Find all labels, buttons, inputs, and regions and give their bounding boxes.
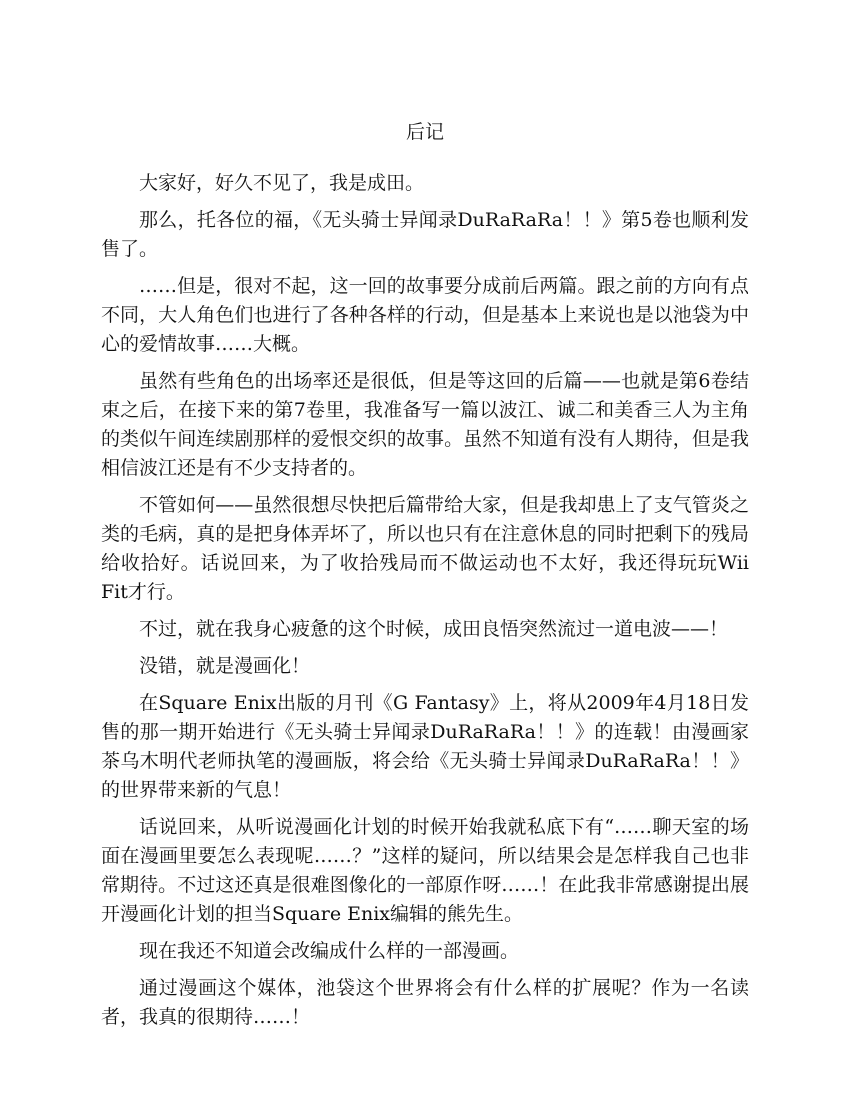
paragraph: 虽然有些角色的出场率还是很低，但是等这回的后篇——也就是第6卷结束之后，在接下来的第7卷里，我准备写一篇以波江、诚二和美香三人为主角的类似午间连续剧那样的爱恨交织的故事。虽然不知道有没有人期待，但是我相信波江还是有不少支持者的。 xyxy=(101,370,749,479)
paragraph: 现在我还不知道会改编成什么样的一部漫画。 xyxy=(139,940,520,962)
paragraph: 话说回来，从听说漫画化计划的时候开始我就私底下有“……聊天室的场面在漫画里要怎么表现呢……？”这样的疑问，所以结果会是怎样我自己也非常期待。不过这还真是很难图像化的一部原作呀……！在此我非常感谢提出展开漫画化计划的担当Square Enix编辑的熊先生。 xyxy=(101,816,749,925)
paragraph: ……但是，很对不起，这一回的故事要分成前后两篇。跟之前的方向有点不同，大人角色们也进行了各种各样的行动，但是基本上来说也是以池袋为中心的爱情故事……大概。 xyxy=(101,275,749,355)
page-title: 后记 xyxy=(405,121,444,143)
paragraph: 不过，就在我身心疲惫的这个时候，成田良悟突然流过一道电波——！ xyxy=(139,618,729,640)
page-content xyxy=(101,118,749,1040)
paragraph: 那么，托各位的福，《无头骑士异闻录DuRaRaRa！！》第5卷也顺利发售了。 xyxy=(101,209,749,260)
paragraph: 大家好，好久不见了，我是成田。 xyxy=(139,172,425,194)
paragraph: 通过漫画这个媒体，池袋这个世界将会有什么样的扩展呢？作为一名读者，我真的很期待……！ xyxy=(101,977,749,1028)
paragraph: 不管如何——虽然很想尽快把后篇带给大家，但是我却患上了支气管炎之类的毛病，真的是把身体弄坏了，所以也只有在注意休息的同时把剩下的残局给收拾好。话说回来，为了收拾残局而不做运动也不太好，我还得玩玩Wii Fit才行。 xyxy=(101,494,749,603)
paragraph: 没错，就是漫画化！ xyxy=(139,655,311,677)
paragraph: 在Square Enix出版的月刊《G Fantasy》上，将从2009年4月18日发售的那一期开始进行《无头骑士异闻录DuRaRaRa！！》的连载！由漫画家茶乌木明代老师执笔的漫画版，将会给《无头骑士异闻录DuRaRaRa！！》的世界带来新的气息！ xyxy=(101,692,750,801)
